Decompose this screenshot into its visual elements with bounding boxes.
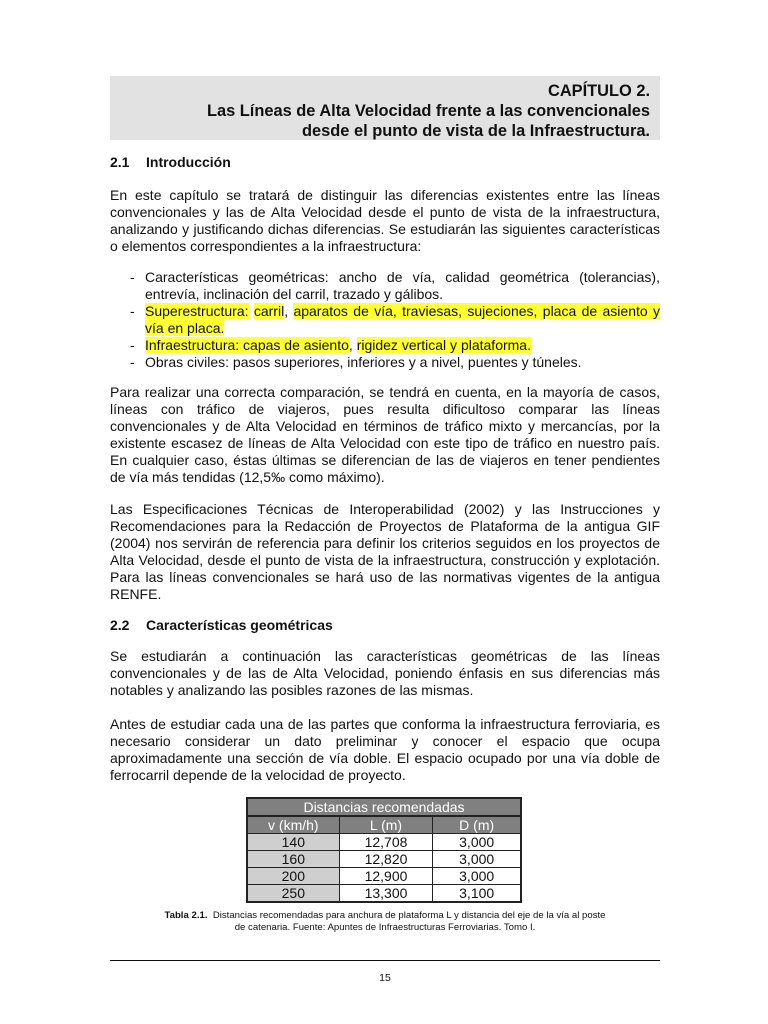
table-caption	[110, 910, 660, 934]
list-dash: -	[130, 269, 135, 285]
table-cell: 250	[247, 885, 339, 903]
highlighted-text: rigidez vertical y plataforma.	[356, 337, 531, 353]
comparison-paragraph: Para realizar una correcta comparación, se tendrá en cuenta, en la mayoría de casos, líneas con tráfico de viajeros, pues resulta dificultoso comparar las líneas convencionales y de Alta Velocidad en términos de tráfico mixto y mercancías, por la existente escasez de líneas de Alta Velocidad con este tipo de tráfico en nuestro país. En cualquier caso, éstas últimas se diferencian de las de viajeros en tener pendientes de vía más tendidas (12,5‰ como máximo).	[110, 384, 660, 485]
chapter-title-line-1: Las Líneas de Alta Velocidad frente a las convencionales	[206, 102, 650, 120]
column-header-speed: v (km/h)	[247, 816, 339, 834]
specifications-paragraph: Las Especificaciones Técnicas de Interoperabilidad (2002) y las Instrucciones y Recomendaciones para la Redacción de Proyectos de Plataforma de la antigua GIF (2004) nos servirán de referencia para definir los criterios seguidos en los proyectos de Alta Velocidad, desde el punto de vista de la infraestructura, construcción y explotación. Para las líneas convencionales se hará uso de las normativas vigentes de la antigua RENFE.	[110, 501, 660, 602]
section-number: 2.2	[110, 617, 130, 633]
infrastructure-elements-list	[110, 269, 660, 371]
list-item: - Superestructura: carril, aparatos de vía, traviesas, sujeciones, placa de asiento y vía en placa.	[130, 303, 661, 336]
column-header-width: L (m)	[339, 816, 433, 834]
table-cell: 3,000	[433, 868, 521, 885]
list-dash: -	[130, 303, 135, 319]
double-track-paragraph: Antes de estudiar cada una de las partes que conforma la infraestructura ferroviaria, es necesario considerar un dato preliminar y conocer el espacio que ocupa aproximadamente una sección de vía doble. El espacio ocupado por una vía doble de ferrocarril depende de la velocidad de proyecto.	[110, 716, 660, 783]
table-row	[247, 834, 521, 851]
list-dash: -	[130, 354, 135, 370]
highlighted-text: carril	[253, 303, 285, 319]
section-number: 2.1	[110, 154, 130, 170]
table-cell: 3,100	[433, 885, 521, 903]
highlighted-text: Infraestructura: capas de asiento	[145, 337, 349, 353]
table-row	[247, 851, 521, 868]
table-cell: 160	[247, 851, 339, 868]
table-cell: 200	[247, 868, 339, 885]
table-cell: 140	[247, 834, 339, 851]
list-item	[110, 354, 660, 371]
footer-divider	[110, 960, 660, 961]
table-cell: 3,000	[433, 834, 521, 851]
table-title-row	[247, 798, 521, 816]
table-row	[247, 885, 521, 903]
section-heading-2-1	[110, 154, 231, 170]
caption-text: Distancias recomendadas para anchura de plataforma L y distancia del eje de la vía al poste	[212, 910, 606, 921]
table-title: Distancias recomendadas	[247, 798, 521, 816]
column-header-distance: D (m)	[433, 816, 521, 834]
highlighted-text: Superestructura:	[145, 303, 249, 319]
table-row	[247, 868, 521, 885]
list-item: - Infraestructura: capas de asiento, rigidez vertical y plataforma.	[130, 337, 531, 353]
section-heading-2-2	[110, 617, 333, 633]
table-cell: 12,820	[339, 851, 433, 868]
caption-label: Tabla 2.1.	[164, 910, 208, 921]
distances-table	[246, 797, 522, 903]
page-number: 15	[379, 972, 391, 984]
table-cell: 12,900	[339, 868, 433, 885]
list-item-text: Características geométricas: ancho de vía, calidad geométrica (tolerancias), entrevía, inclinación del carril, trazado y gálibos.	[145, 269, 660, 302]
geometry-intro-paragraph: Se estudiarán a continuación las características geométricas de las líneas convencionales y de las de Alta Velocidad, poniendo énfasis en sus diferencias más notables y analizando las posibles razones de las mismas.	[110, 648, 660, 698]
list-dash: -	[130, 337, 135, 353]
intro-paragraph: En este capítulo se tratará de distinguir las diferencias existentes entre las líneas convencionales y las de Alta Velocidad desde el punto de vista de la infraestructura, analizando y justificando dichas diferencias. Se estudiarán las siguientes características o elementos correspondientes a la infraestructura:	[110, 187, 660, 254]
table-cell: 13,300	[339, 885, 433, 903]
chapter-header	[110, 76, 660, 140]
table-cell: 12,708	[339, 834, 433, 851]
section-title: Características geométricas	[146, 617, 333, 633]
list-item	[110, 269, 660, 303]
section-title: Introducción	[146, 154, 231, 170]
chapter-title-line-2: desde el punto de vista de la Infraestructura.	[302, 122, 650, 140]
caption-line-1	[110, 910, 660, 922]
highlighted-text: aparatos de vía, traviesas, sujeciones, placa de asiento y vía en placa.	[145, 303, 661, 336]
table-header-row	[247, 816, 521, 834]
table-cell: 3,000	[433, 851, 521, 868]
list-item-text: Obras civiles: pasos superiores, inferiores y a nivel, puentes y túneles.	[145, 354, 582, 370]
chapter-label: CAPÍTULO 2.	[548, 82, 650, 100]
caption-line-2: de catenaria. Fuente: Apuntes de Infraestructuras Ferroviarias. Tomo I.	[234, 922, 536, 933]
